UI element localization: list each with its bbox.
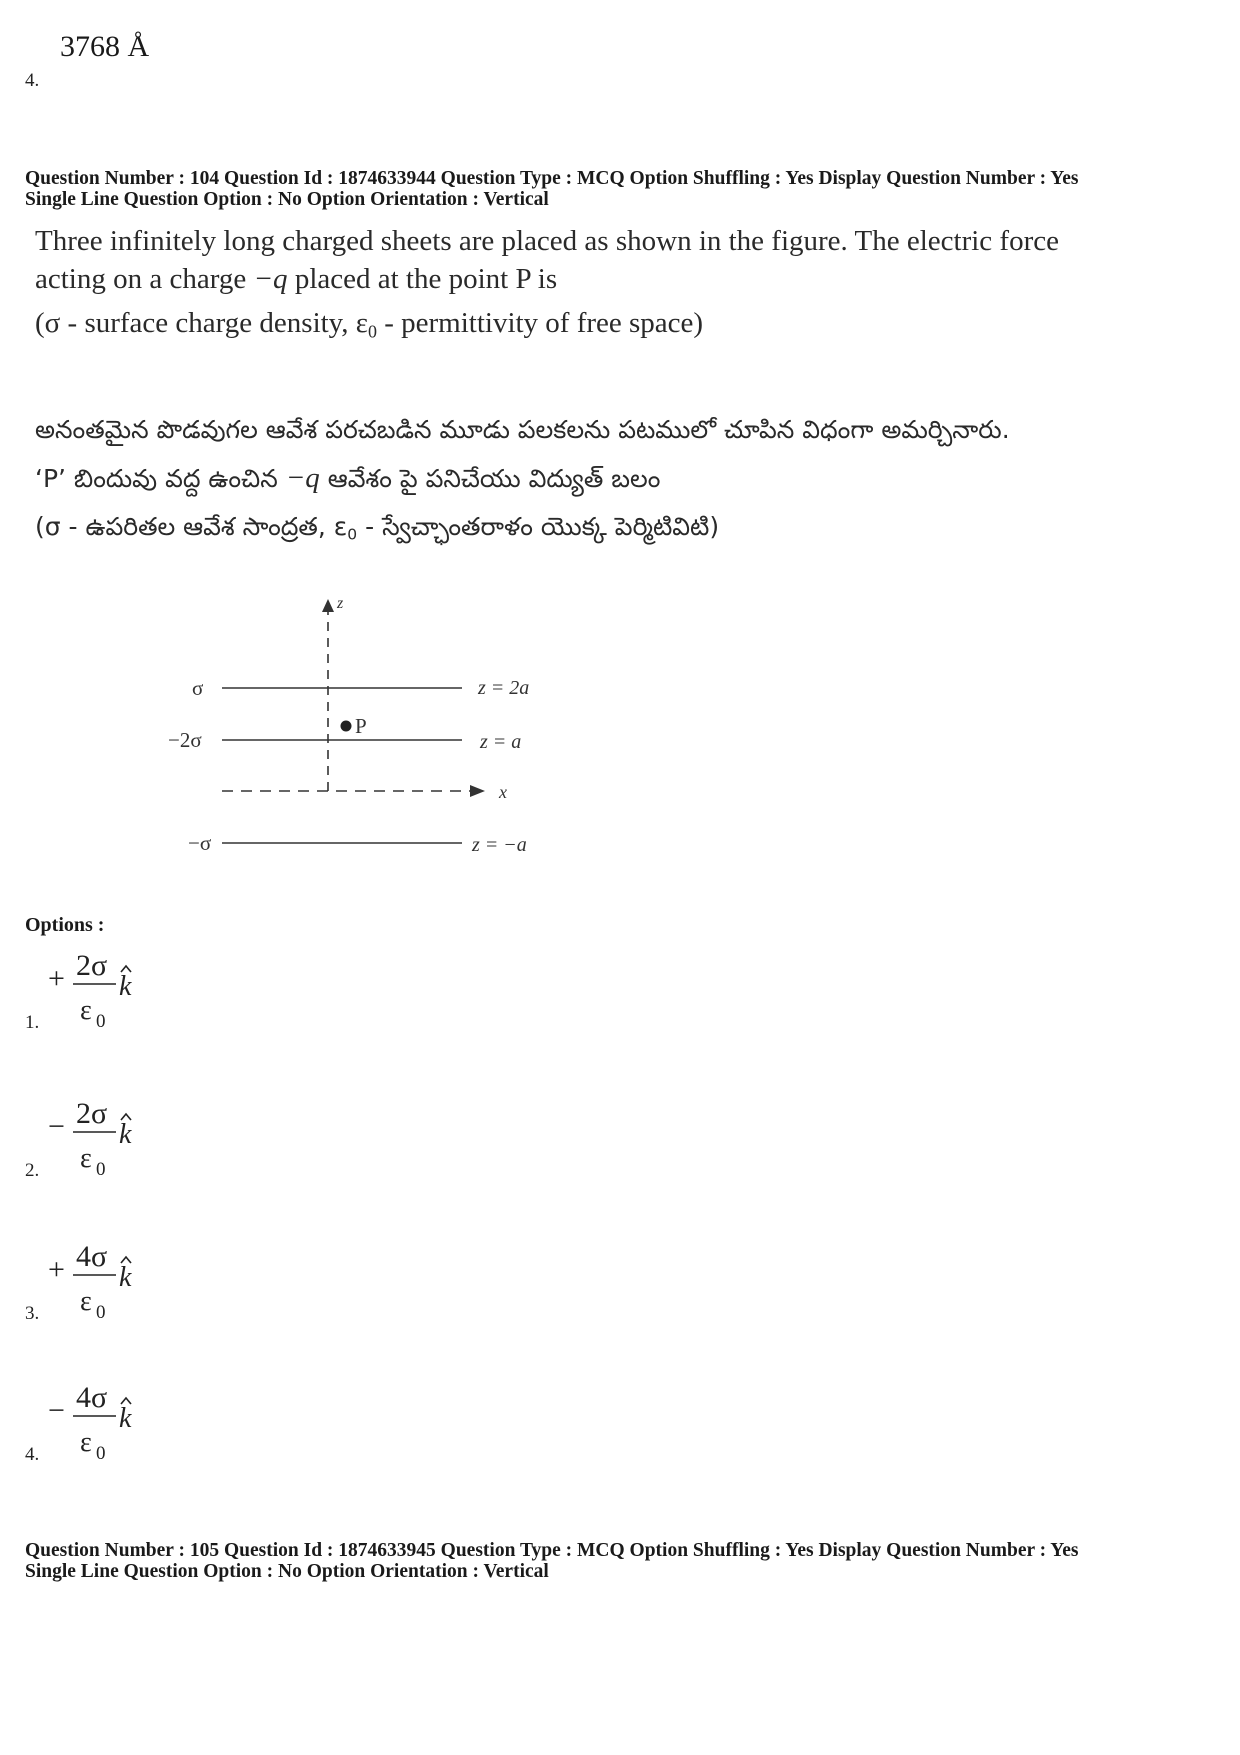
charged-sheets-figure: [160, 590, 580, 880]
option-number: 4.: [25, 1444, 40, 1465]
x-axis-label: x: [499, 782, 507, 802]
option-denominator-subscript: 0: [96, 1302, 106, 1323]
option-2[interactable]: [25, 1092, 185, 1202]
option-numerator: 4σ: [76, 1240, 108, 1273]
option-3[interactable]: [25, 1235, 185, 1345]
option-sign: +: [48, 962, 65, 995]
question-104-meta: [25, 168, 1225, 210]
unit-vector-k: k: [119, 1262, 132, 1293]
english-line-2: acting on a charge −q placed at the point P is: [35, 263, 558, 295]
sheet-middle-position: z = a: [480, 731, 522, 753]
telugu-line-1: అనంతమైన పొడవుగల ఆవేశ పరచబడిన మూడు పలకలను పటములో చూపిన విధంగా అమర్చినారు.: [35, 415, 1010, 444]
option-sign: −: [48, 1394, 65, 1427]
question-104-english-text: [35, 222, 1185, 350]
sheet-bottom-charge: −σ: [188, 831, 212, 855]
option-4-formula: [25, 1376, 185, 1486]
question-104-meta-line2: Single Line Question Option : No Option Orientation : Vertical: [25, 189, 549, 210]
question-105-meta-line1: Question Number : 105 Question Id : 1874633945 Question Type : MCQ Option Shuffling : Yes Display Question Number : Yes: [25, 1540, 1079, 1561]
charge-symbol: −q: [253, 263, 288, 295]
unit-vector-k: k: [119, 1119, 132, 1150]
option-denominator: ε: [80, 995, 92, 1026]
option-denominator: ε: [80, 1143, 92, 1174]
sheet-bottom-position: z = −a: [472, 834, 527, 856]
question-104-meta-line1: Question Number : 104 Question Id : 1874633944 Question Type : MCQ Option Shuffling : Yes Display Question Number : Yes: [25, 168, 1079, 189]
option-numerator: 2σ: [76, 1097, 108, 1130]
telugu-line-3: (σ - ఉపరితల ఆవేశ సాంద్రత, ε0 - స్వేచ్ఛాంతరాళం యొక్క పెర్మిటివిటి): [35, 512, 720, 544]
sheet-middle-charge: −2σ: [168, 728, 202, 752]
option-1-formula: [25, 944, 185, 1054]
english-line-1: Three infinitely long charged sheets are placed as shown in the figure. The electric force: [35, 225, 1059, 257]
option-sign: −: [48, 1110, 65, 1143]
option-number: 2.: [25, 1160, 40, 1181]
sheet-top-charge: σ: [192, 676, 204, 700]
point-p-label: P: [355, 714, 367, 738]
option-denominator-subscript: 0: [96, 1159, 106, 1180]
telugu-line-2: ‘P’ బిందువు వద్ద ఉంచిన −q ఆవేశం పై పనిచేయు విద్యుత్ బలం: [35, 462, 661, 494]
english-line-3: (σ - surface charge density, ε0 - permittivity of free space): [35, 307, 704, 342]
option-denominator-subscript: 0: [96, 1443, 106, 1464]
option-4[interactable]: [25, 1376, 185, 1486]
question-105-meta-line2: Single Line Question Option : No Option Orientation : Vertical: [25, 1561, 549, 1582]
question-104-telugu-text: [35, 406, 1205, 559]
option-2-formula: [25, 1092, 185, 1202]
option-denominator: ε: [80, 1427, 92, 1458]
z-axis-label: z: [337, 595, 344, 612]
option-1[interactable]: [25, 944, 185, 1054]
unit-vector-k: k: [119, 1403, 132, 1434]
options-label: Options :: [25, 914, 105, 936]
sheet-top-position: z = 2a: [478, 677, 530, 699]
z-axis-arrowhead: [322, 599, 334, 612]
unit-vector-k: k: [119, 971, 132, 1002]
option-denominator: ε: [80, 1286, 92, 1317]
option-denominator-subscript: 0: [96, 1011, 106, 1032]
option-sign: +: [48, 1253, 65, 1286]
previous-option-number: 4.: [25, 70, 40, 91]
question-105-meta: [25, 1540, 1225, 1582]
option-numerator: 4σ: [76, 1381, 108, 1414]
option-number: 1.: [25, 1012, 40, 1033]
option-number: 3.: [25, 1303, 40, 1324]
x-axis-arrowhead: [470, 785, 485, 797]
option-3-formula: [25, 1235, 185, 1345]
option-numerator: 2σ: [76, 949, 108, 982]
charge-symbol-te: −q: [285, 462, 320, 494]
previous-option-value: 3768 Å: [60, 30, 150, 63]
point-p-dot: [341, 721, 352, 732]
